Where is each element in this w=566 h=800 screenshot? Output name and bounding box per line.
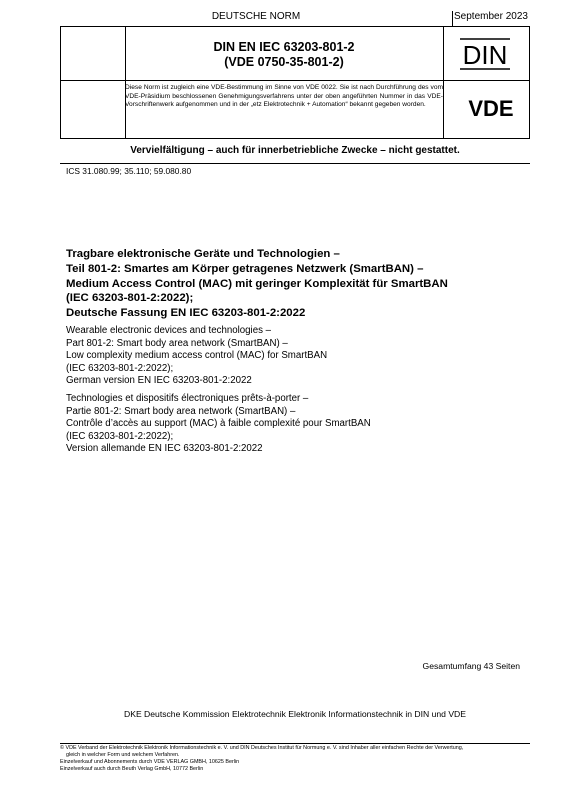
committee-line: DKE Deutsche Kommission Elektrotechnik Elektronik Informationstechnik in DIN und VDE	[124, 709, 466, 719]
title-en-line: German version EN IEC 63203-801-2:2022	[66, 375, 252, 387]
standard-number: DIN EN IEC 63203-801-2	[213, 40, 355, 54]
ics-codes: ICS 31.080.99; 35.110; 59.080.80	[66, 166, 192, 176]
title-english	[66, 325, 524, 388]
footer-sales-beuth: Einzelverkauf auch durch Beuth Verlag GmbH, 10772 Berlin	[60, 766, 204, 772]
standard-number-block	[125, 40, 443, 70]
publication-date: September 2023	[454, 11, 528, 22]
title-fr-line: Version allemande EN IEC 63203-801-2:2022	[66, 443, 263, 455]
title-german	[66, 247, 524, 321]
title-en-line: Low complexity medium access control (MAC) for SmartBAN	[66, 350, 328, 362]
title-fr-line: Technologies et dispositifs électroniques prêts-à-porter –	[66, 393, 309, 404]
title-fr-line: Partie 801-2: Smart body area network (SmartBAN) –	[66, 405, 296, 417]
din-logo-text: DIN	[462, 40, 508, 70]
header-divider-right	[443, 26, 444, 139]
title-french	[66, 393, 524, 456]
title-de-line: Teil 801-2: Smartes am Körper getragenes Netzwerk (SmartBAN) –	[66, 262, 424, 275]
title-de-line: Medium Access Control (MAC) mit geringer Komplexität für SmartBAN	[66, 277, 448, 290]
title-en-line: (IEC 63203-801-2:2022);	[66, 362, 174, 374]
total-pages: Gesamtumfang 43 Seiten	[422, 661, 520, 671]
title-en-line: Part 801-2: Smart body area network (SmartBAN) –	[66, 337, 288, 349]
title-en-line: Wearable electronic devices and technologies –	[66, 325, 271, 336]
title-de-line: Deutsche Fassung EN IEC 63203-801-2:2022	[66, 307, 306, 320]
separator-bottom	[60, 743, 530, 744]
title-fr-line: Contrôle d’accès au support (MAC) à faible complexité pour SmartBAN	[66, 418, 371, 430]
header-divider-middle	[60, 80, 530, 81]
din-logo	[458, 37, 512, 71]
footer-copyright-cont: gleich in welcher Form und welchem Verfahren.	[66, 752, 180, 758]
footer-copyright: © VDE Verband der Elektrotechnik Elektronik Informationstechnik e. V. und DIN Deutsches Institut für Normung e. V. sind Inhaber aller einfachen Rechte der Verwertung,	[60, 745, 464, 751]
vde-logo	[452, 88, 530, 128]
title-de-line: Tragbare elektronische Geräte und Technologien –	[66, 248, 340, 260]
title-fr-line: (IEC 63203-801-2:2022);	[66, 430, 174, 442]
footer	[60, 745, 530, 773]
footer-sales-vde: Einzelverkauf und Abonnements durch VDE VERLAG GMBH, 10625 Berlin	[60, 759, 240, 765]
separator-top	[60, 163, 530, 164]
vde-logo-text: VDE	[468, 96, 514, 121]
date-divider	[452, 11, 453, 26]
vde-number: (VDE 0750-35-801-2)	[224, 55, 344, 69]
standard-type: DEUTSCHE NORM	[211, 11, 301, 22]
vde-notice: Diese Norm ist zugleich eine VDE-Bestimmung im Sinne von VDE 0022. Sie ist nach Durchführung des vom VDE-Präsidium beschlossenen Genehmigungsverfahrens unter der oben angeführten Nummer in das VDE-Vorschriftenwerk aufgenommen und in der „etz Elektrotechnik + Automation“ bekannt gegeben worden.	[125, 84, 443, 109]
title-de-line: (IEC 63203-801-2:2022);	[66, 292, 194, 305]
reproduction-note: Vervielfältigung – auch für innerbetriebliche Zwecke – nicht gestattet.	[130, 145, 460, 156]
